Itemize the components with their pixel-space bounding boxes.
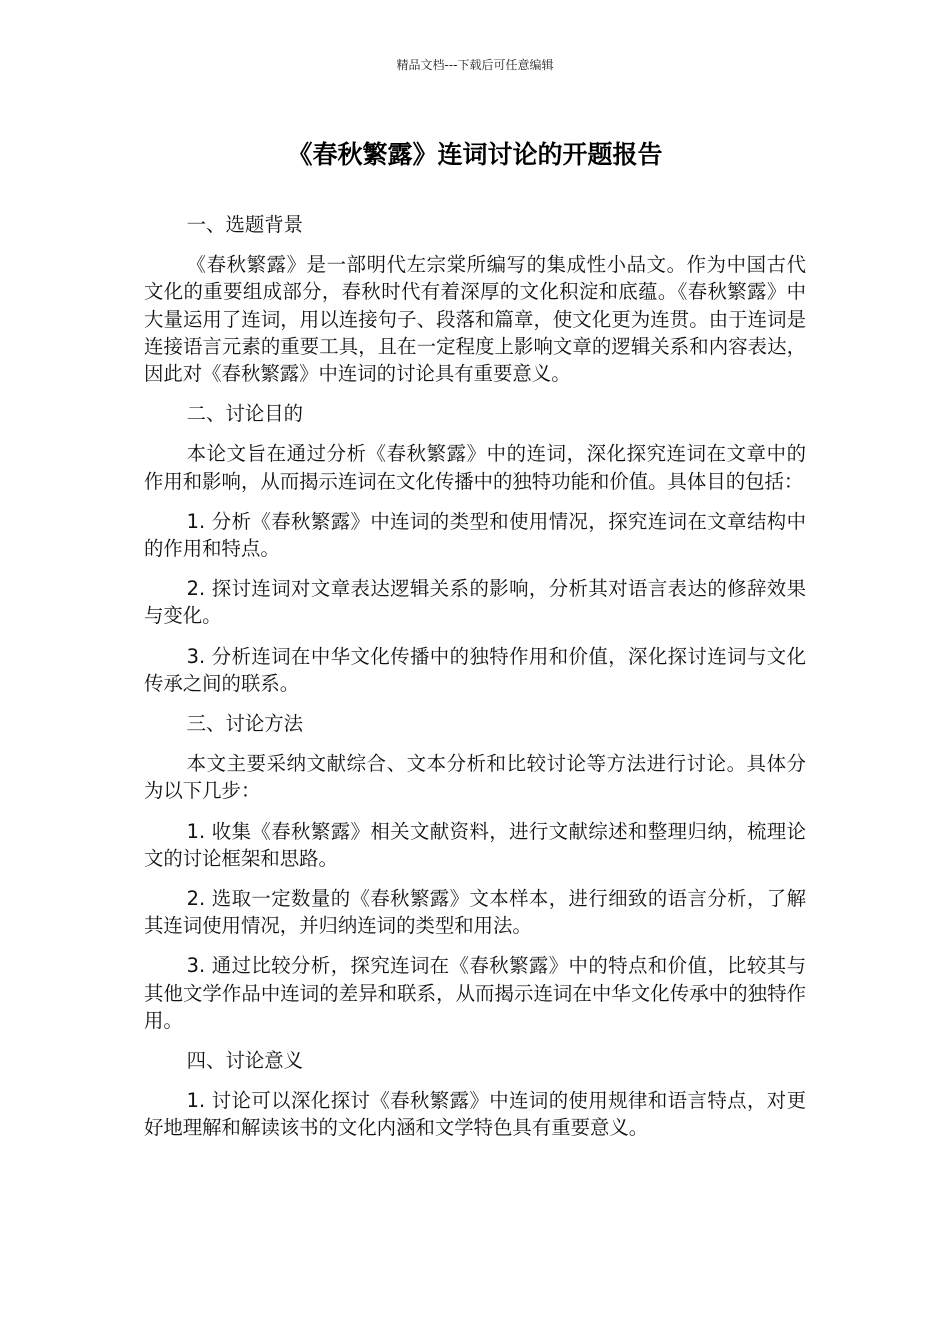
document-body: [144, 211, 806, 1155]
section-heading-purpose: 二、讨论目的: [186, 402, 304, 426]
document-title: 《春秋繁露》连词讨论的开题报告: [287, 140, 663, 169]
list-item: 2. 选取一定数量的《春秋繁露》文本样本，进行细致的语言分析，了解其连词使用情况，并归纳连词的类型和用法。: [144, 887, 806, 938]
list-item: 1. 分析《春秋繁露》中连词的类型和使用情况，探究连词在文章结构中的作用和特点。: [144, 509, 806, 561]
list-item: 3. 分析连词在中华文化传播中的独特作用和价值，深化探讨连词与文化传承之间的联系。: [144, 644, 806, 695]
list-item: 1. 讨论可以深化探讨《春秋繁露》中连词的使用规律和语言特点，对更好地理解和解读该书的文化内涵和文学特色具有重要意义。: [144, 1089, 806, 1140]
paragraph: 《春秋繁露》是一部明代左宗棠所编写的集成性小品文。作为中国古代文化的重要组成部分，春秋时代有着深厚的文化积淀和底蕴。《春秋繁露》中大量运用了连词，用以连接句子、段落和篇章，使文化更为连贯。由于连词是连接语言元素的重要工具，且在一定程度上影响文章的逻辑关系和内容表达，因此对《春秋繁露》中连词的讨论具有重要意义。: [144, 253, 806, 386]
paragraph: 本论文旨在通过分析《春秋繁露》中的连词，深化探究连词在文章中的作用和影响，从而揭示连词在文化传播中的独特功能和价值。具体目的包括：: [144, 442, 806, 493]
header-note: 精品文档---下载后可任意编辑: [396, 58, 554, 72]
section-heading-method: 三、讨论方法: [186, 712, 304, 736]
paragraph: 本文主要采纳文献综合、文本分析和比较讨论等方法进行讨论。具体分为以下几步：: [144, 752, 806, 803]
section-heading-significance: 四、讨论意义: [186, 1049, 304, 1073]
list-item: 3. 通过比较分析，探究连词在《春秋繁露》中的特点和价值，比较其与其他文学作品中连词的差异和联系，从而揭示连词在中华文化传承中的独特作用。: [144, 954, 806, 1032]
list-item: 1. 收集《春秋繁露》相关文献资料，进行文献综述和整理归纳，梳理论文的讨论框架和思路。: [144, 819, 806, 870]
section-heading-background: 一、选题背景: [186, 213, 304, 236]
list-item: 2. 探讨连词对文章表达逻辑关系的影响，分析其对语言表达的修辞效果与变化。: [144, 577, 806, 628]
